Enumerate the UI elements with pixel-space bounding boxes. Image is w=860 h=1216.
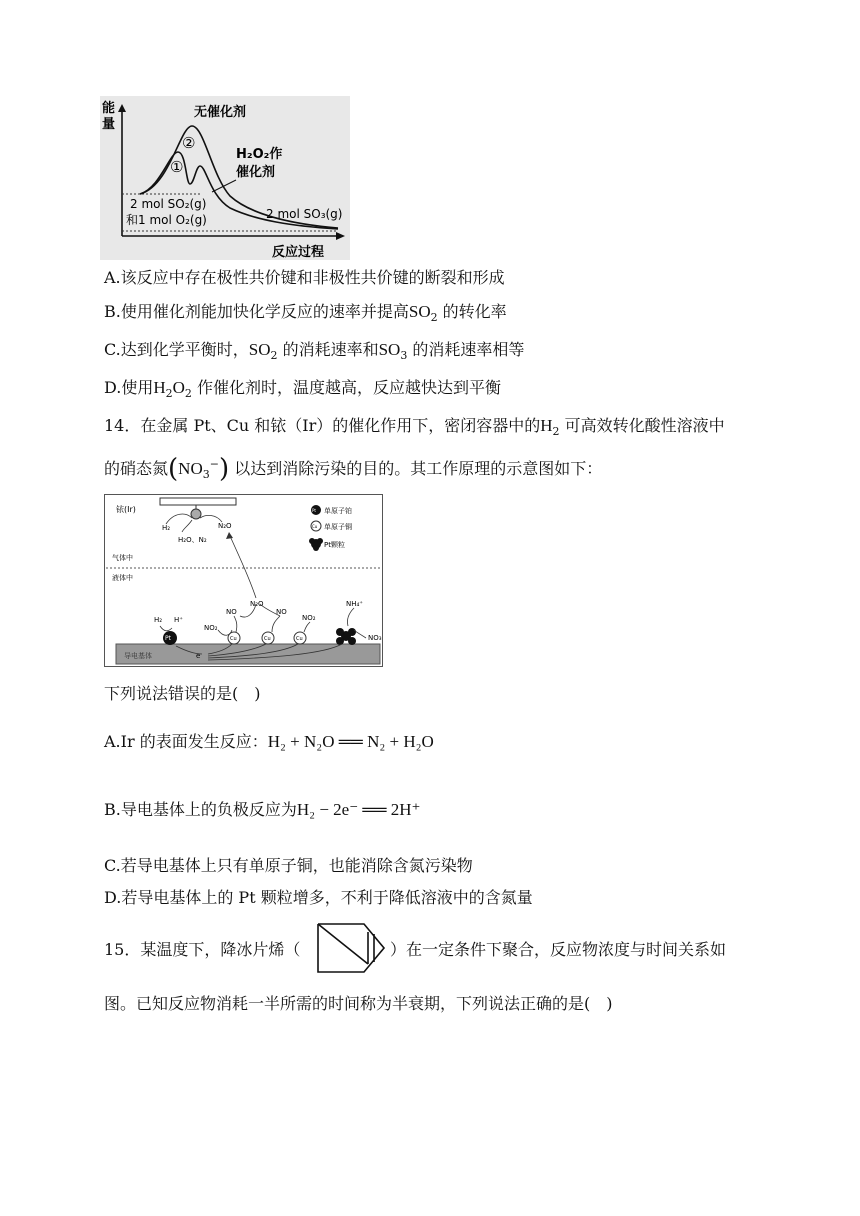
substrate-label: 导电基体 [124,652,152,660]
reactant-label-1: 2 mol SO₂(g) [130,197,207,211]
q13-option-c: C.达到化学平衡时，$SO_2$ 的消耗速率和$SO_3$ 的消耗速率相等 [104,340,525,363]
q14-option-d: D.若导电基体上的 Pt 颗粒增多，不利于降低溶液中的含氮量 [104,888,533,907]
fig2-no2-2: NO₂ [302,614,316,622]
fig2-h2o-n2: H₂O、N₂ [178,536,207,544]
fig2-h2-top: H₂ [162,524,171,532]
ir-label: 铱(Ir) [116,505,136,514]
fig2-h-plus: H⁺ [174,616,183,624]
legend-cu-icon-text: Cu [312,524,318,529]
q14-stem-line2: 的硝态氮$(NO_3^-)$ 以达到消除污染的目的。其工作原理的示意图如下： [104,454,603,484]
label-no-catalyst: 无催化剂 [194,105,247,120]
legend-cu: 单原子铜 [324,523,352,531]
legend-pt-particle: Pt颗粒 [324,541,345,549]
fig2-no3: NO₃ [368,634,382,642]
fig2-no-2: NO [276,608,287,616]
x-axis-label: 反应过程 [272,245,325,260]
pt-atom-text: Pt [165,635,171,642]
q13-option-a: A.该反应中存在极性共价键和非极性共价键的断裂和形成 [104,268,505,287]
cu-atom-2-text: Cu [264,636,271,642]
fig2-no2-1: NO₂ [204,624,218,632]
norbornene-structure [314,920,388,976]
q15-stem-line1-cont: ）在一定条件下聚合，反应物浓度与时间关系如 [390,940,727,959]
mark-2: ② [182,134,196,152]
legend-pt-icon-text: Pt [312,508,316,513]
q14-option-a: A.Ir 的表面发生反应：H₂ + N₂O ══ N₂ + H₂O [104,732,434,751]
y-axis-label-2: 量 [102,117,116,132]
fig2-n2o-mid: N₂O [250,600,264,608]
q14-question: 下列说法错误的是( ) [104,684,261,703]
product-label: 2 mol SO₃(g) [266,207,343,221]
q15-stem-line2: 图。已知反应物消耗一半所需的时间称为半衰期，下列说法正确的是( ) [104,994,613,1013]
liquid-label: 液体中 [112,574,133,582]
q14-stem-line1: 14．在金属 Pt、Cu 和铱（Ir）的催化作用下，密闭容器中的$H_2$ 可高效转化酸性溶液中 [104,416,725,439]
mechanism-diagram [104,494,384,668]
gas-label: 气体中 [112,554,133,562]
label-catalyst-2: 催化剂 [236,165,276,180]
electron-label: e [196,652,201,660]
q14-option-b: B.导电基体上的负极反应为H₂ − 2e⁻ ══ 2H⁺ [104,800,421,819]
mark-1: ① [170,158,184,176]
cu-atom-3-text: Cu [296,636,303,642]
fig2-n2o-top: N₂O [218,522,232,530]
q13-option-b: B.使用催化剂能加快化学反应的速率并提高$SO_2$ 的转化率 [104,302,507,325]
substrate [116,644,380,664]
reactant-label-2: 和1 mol O₂(g) [126,213,207,227]
q14-option-c: C.若导电基体上只有单原子铜，也能消除含氮污染物 [104,856,473,875]
q13-option-d: D.使用$H_2O_2$ 作催化剂时，温度越高，反应越快达到平衡 [104,378,502,401]
y-axis-label-1: 能 [102,101,116,116]
q15-stem-line1: 15．某温度下，降冰片烯（ [104,940,301,959]
fig2-nh4: NH₄⁺ [346,600,364,608]
label-catalyst-1: H₂O₂作 [236,147,283,162]
energy-diagram [100,96,360,260]
legend-pt: 单原子铂 [324,507,352,515]
fig2-no-1: NO [226,608,237,616]
ir-atom [191,509,201,519]
fig2-h2-low: H₂ [154,616,163,624]
cu-atom-1-text: Cu [230,636,237,642]
